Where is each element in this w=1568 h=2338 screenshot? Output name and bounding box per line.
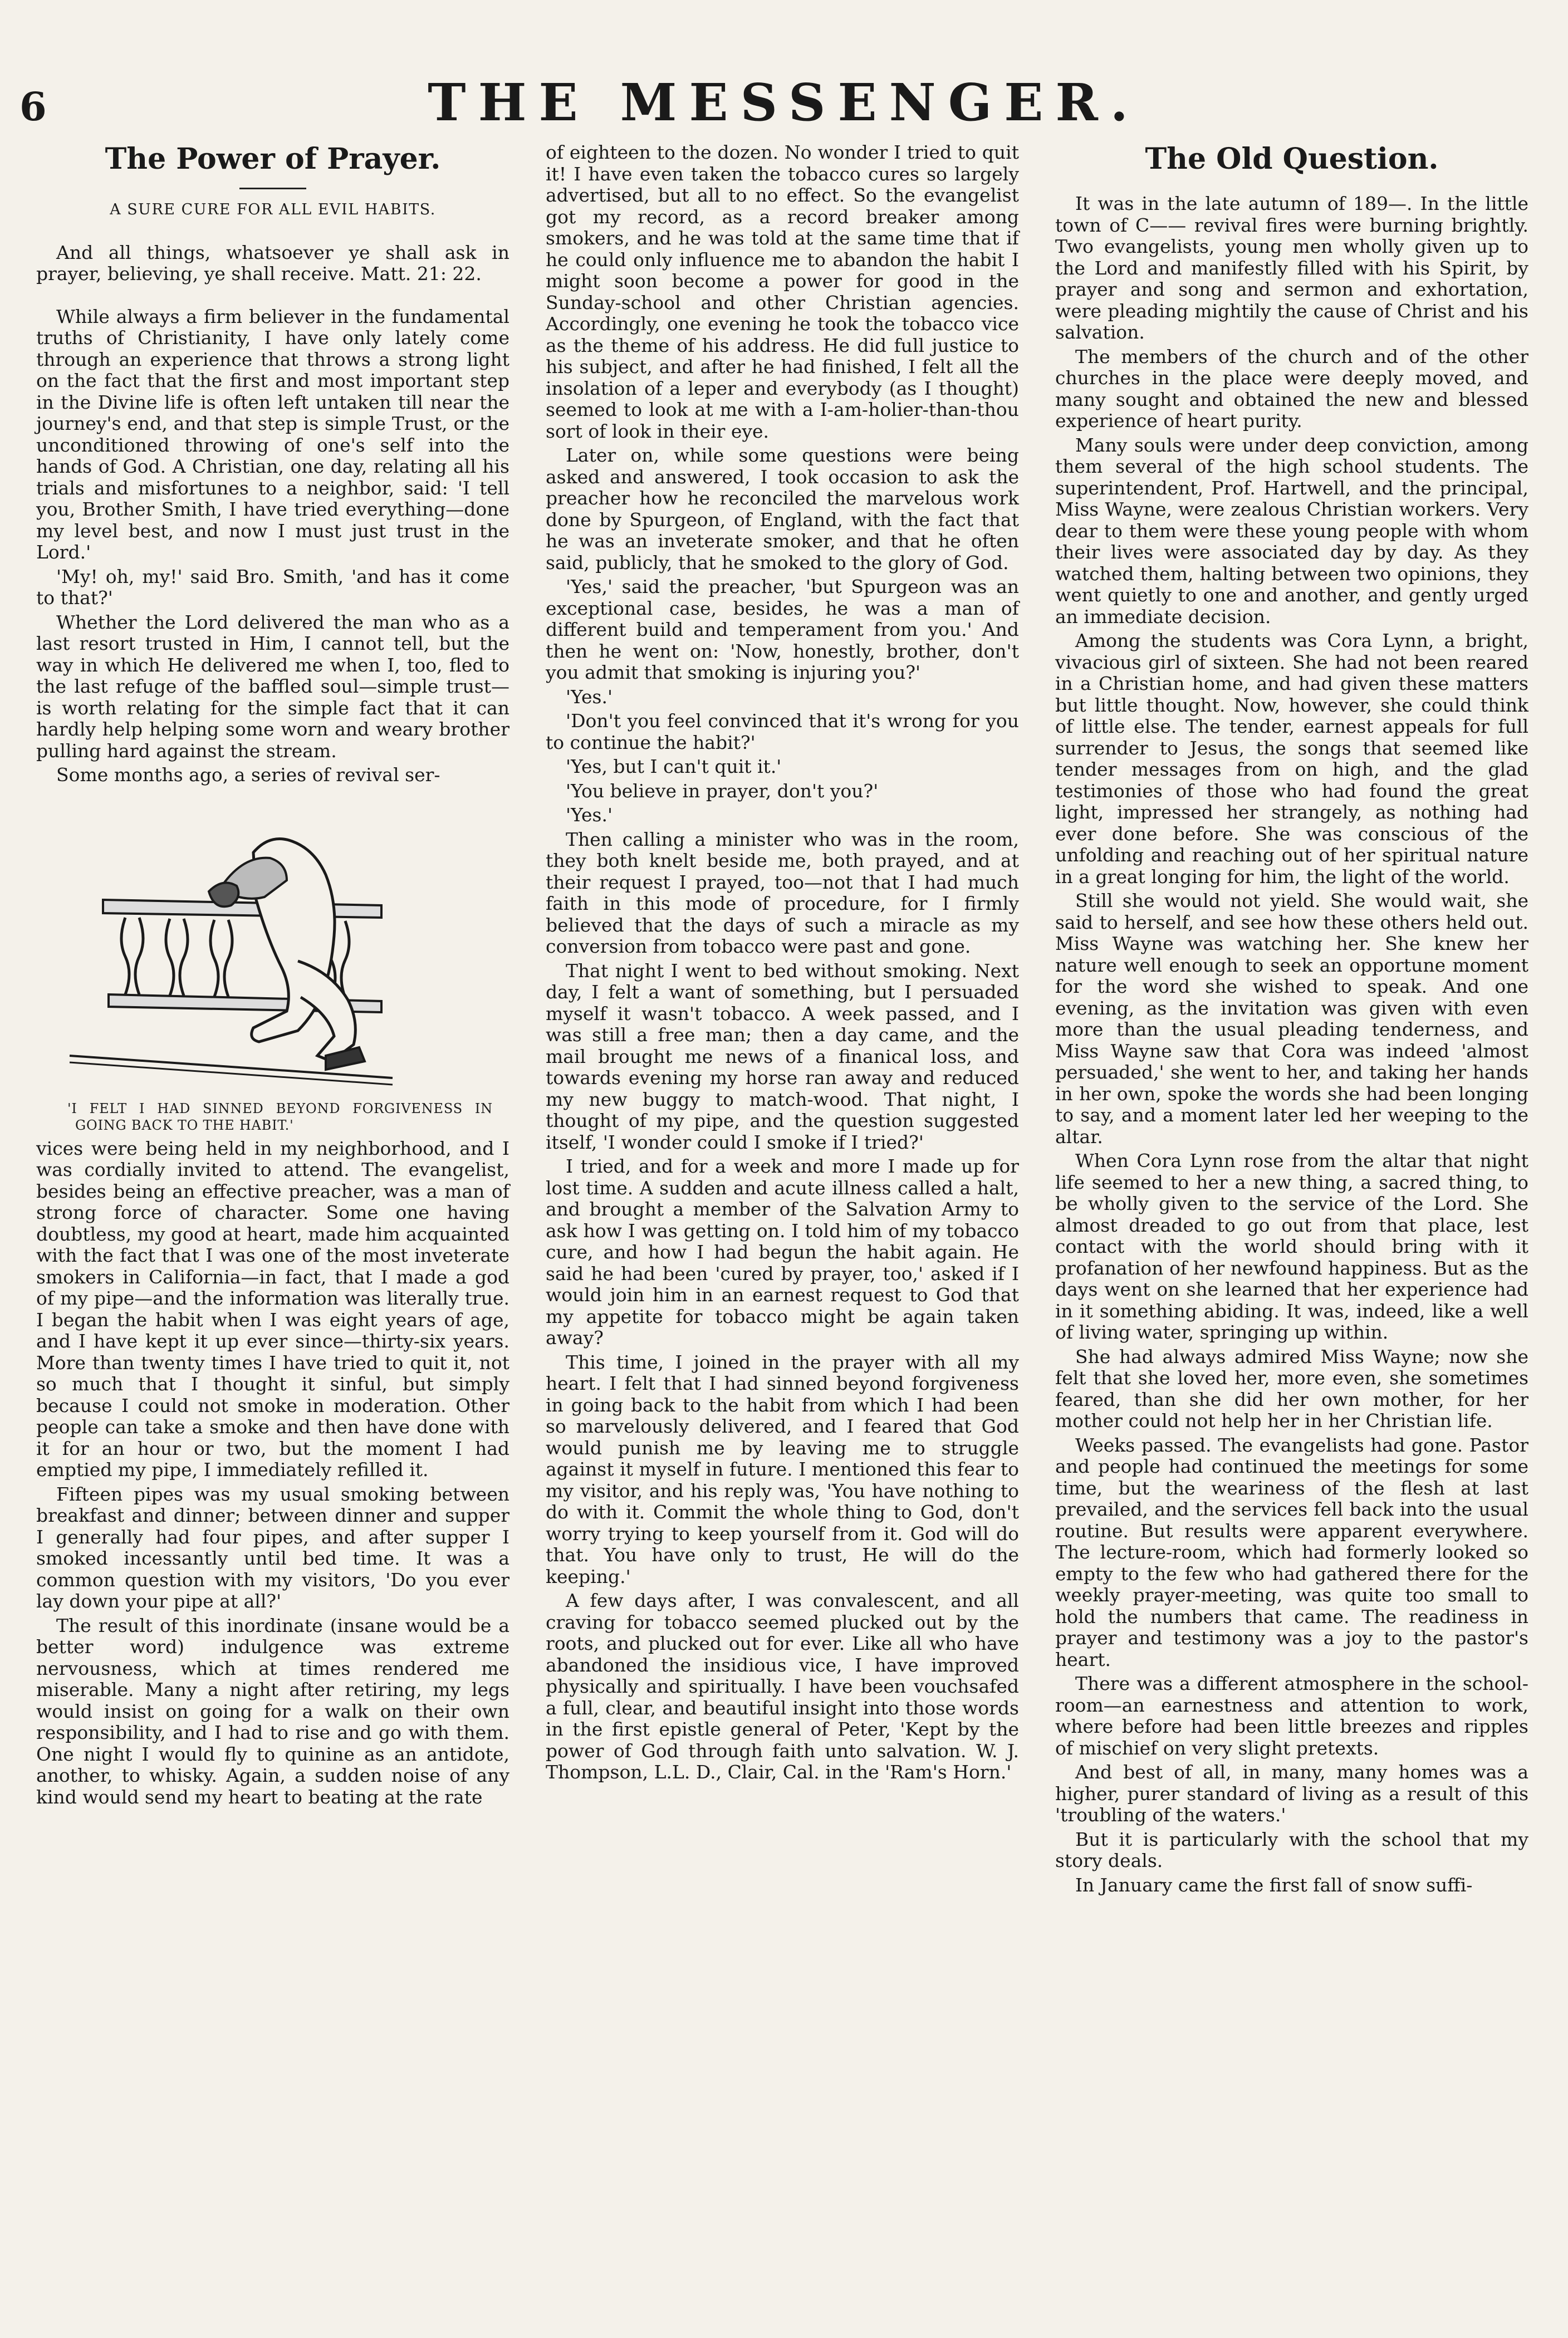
illustration-caption: 'I FELT I HAD SINNED BEYOND FORGIVENESS IN GOING BACK TO THE HABIT.' bbox=[67, 1100, 493, 1133]
paragraph: Among the students was Cora Lynn, a bright, vivacious girl of sixteen. She had not been reared in a Christian home, and had given these matters but little thought. Now, however, she could think of little else. The tender, earnest appeals for full surrender to Jesus, the songs that seemed like tender messages from on high, and the glad testimonies of those who had found the great light, impressed her strangely, as nothing had ever done before. She was conscious of the unfolding and reaching out of her spiritual nature in a great longing for him, the light of the world. bbox=[1055, 630, 1528, 888]
epigraph: And all things, whatsoever ye shall ask in prayer, believing, ye shall receive. Matt. 21: 22. bbox=[36, 241, 509, 285]
paragraph: In January came the first fall of snow suffi- bbox=[1075, 1874, 1473, 1896]
paragraph: She had always admired Miss Wayne; now she felt that she loved her, more even, she sometimes feared, than she did her own mother, for her mother could not help her in her Christian life. bbox=[1055, 1345, 1528, 1432]
paragraph: Later on, while some questions were being asked and answered, I took occasion to ask the preacher how he reconciled the marvelous work done by Spurgeon, of England, with the fact that he was an inveterate smoker, and that he often said, publicly, that he smoked to the glory of God. bbox=[546, 444, 1019, 574]
page-number: 6 bbox=[19, 84, 47, 130]
article-subtitle: A SURE CURE FOR ALL EVIL HABITS. bbox=[110, 201, 436, 218]
paragraph: Still she would not yield. She would wait, she said to herself, and see how these others held out. Miss Wayne was watching her. She knew her nature well enough to seek an opportune moment for the word she wished to speak. And one evening, as the invitation was given with even more than the usual pleading tenderness, and Miss Wayne saw that Cora was indeed 'almost persuaded,' she went to her, and taking her hands in her own, spoke the words she had been longing to say, and a moment later led her weeping to the altar. bbox=[1055, 890, 1528, 1148]
article-title-power-of-prayer: The Power of Prayer. bbox=[105, 142, 441, 176]
column-3 bbox=[1055, 142, 1528, 1899]
paragraph: Whether the Lord delivered the man who as a last resort trusted in Him, I cannot tell, but the way in which He delivered me when I, too, fled to the last refuge of the baffled soul—simple trust—is worth relating for the simple fact that it can hardly help helping some worn and weary brother pulling hard against the stream. bbox=[36, 611, 509, 762]
paragraph: 'My! oh, my!' said Bro. Smith, 'and has it come to that?' bbox=[36, 565, 509, 609]
paragraph: And best of all, in many, many homes was a higher, purer standard of living as a result of this 'troubling of the waters.' bbox=[1055, 1761, 1528, 1826]
paragraph: This time, I joined in the prayer with all my heart. I felt that I had sinned beyond forgiveness in going back to the habit from which I had been so marvelously delivered, and I feared that God would punish me by leaving me to struggle against it myself in future. I mentioned this fear to my visitor, and his reply was, 'You have nothing to do with it. Commit the whole thing to God, don't worry trying to keep yourself from it. God will do that. You have only to trust, He will do the keeping.' bbox=[546, 1351, 1019, 1587]
title-rule bbox=[239, 188, 306, 189]
paragraph: While always a firm believer in the fundamental truths of Christianity, I have only lately come through an experience that throws a strong light on the fact that the first and most important step in the Divine life is often left untaken till near the journey's end, and that step is simple Trust, or the unconditioned throwing of one's self into the hands of God. A Christian, one day, relating all his trials and misfortunes to a neighbor, said: 'I tell you, Brother Smith, I have tried everything—done my level best, and now I must just trust in the Lord.' bbox=[36, 305, 509, 563]
paragraph: But it is particularly with the school that my story deals. bbox=[1055, 1828, 1528, 1871]
paragraph: It was in the late autumn of 189—. In the little town of C—— revival fires were burning brightly. Two evangelists, young men wholly given up to the Lord and manifestly filled with his Spirit, by prayer and song and sermon and exhortation, were pleading mightily the cause of Christ and his salvation. bbox=[1055, 193, 1528, 343]
paragraph: 'Yes.' bbox=[566, 804, 613, 826]
paragraph: The result of this inordinate (insane would be a better word) indulgence was extreme nervousness, which at times rendered me miserable. Many a night after retiring, my legs would insist on going for a walk on their own responsibility, and I had to rise and go with them. One night I would fly to quinine as an antidote, another, to whisky. Again, a sudden noise of any kind would send my heart to beating at the rate bbox=[36, 1614, 509, 1808]
paragraph: The members of the church and of the other churches in the place were deeply moved, and many sought and obtained the new and blessed experience of heart purity. bbox=[1055, 345, 1528, 432]
paragraph: Many souls were under deep conviction, among them several of the high school students. The superintendent, Prof. Hartwell, and the principal, Miss Wayne, were zealous Christian workers. Very dear to them were these young people with whom their lives were associated day by day. As they watched them, halting between two opinions, they went quietly to one and another, and gently urged an immediate decision. bbox=[1055, 434, 1528, 628]
paragraph: 'Yes,' said the preacher, 'but Spurgeon was an exceptional case, besides, he was a man of different build and temperament from you.' And then he went on: 'Now, honestly, brother, don't you admit that smoking is injuring you?' bbox=[546, 576, 1019, 683]
paragraph: Some months ago, a series of revival ser- bbox=[56, 764, 440, 786]
paragraph: 'Don't you feel convinced that it's wrong for you to continue the habit?' bbox=[546, 710, 1019, 753]
paragraph: Weeks passed. The evangelists had gone. Pastor and people had continued the meetings for some time, but the weariness of the flesh at last prevailed, and the services fell back into the usual routine. But results were apparent everywhere. The lecture-room, which had formerly looked so empty to the few who had gathered there for the weekly prayer-meeting, was quite too small to hold the numbers that came. The readiness in prayer and testimony was a joy to the pastor's heart. bbox=[1055, 1434, 1528, 1670]
paragraph: of eighteen to the dozen. No wonder I tried to quit it! I have even taken the tobacco cures so largely advertised, but all to no effect. So the evangelist got my record, as a record breaker among smokers, and he was told at the same time that if he could only influence me to abandon the habit I might soon become a power for good in the Sunday-school and other Christian agencies. Accordingly, one evening he took the tobacco vice as the theme of his address. He did full justice to his subject, and after he had finished, I felt all the insolation of a leper and everybody (as I thought) seemed to look at me with a I-am-holier-than-thou sort of look in their eye. bbox=[546, 141, 1019, 442]
kneeling-man-drawing bbox=[36, 794, 509, 1095]
masthead bbox=[189, 72, 1379, 139]
paragraph: 'Yes, but I can't quit it.' bbox=[566, 756, 782, 777]
paragraph: Then calling a minister who was in the room, they both knelt beside me, both prayed, and at their request I prayed, too—not that I had much faith in this mode of procedure, for I firmly believed that the days of such a miracle as my conversion from tobacco were past and gone. bbox=[546, 828, 1019, 957]
column-2 bbox=[546, 142, 1019, 1786]
paragraph: When Cora Lynn rose from the altar that night life seemed to her a new thing, a sacred thing, to be wholly given to the service of the Lord. She almost dreaded to go out from that place, lest contact with the world should bring with it profanation of her newfound happiness. But as the days went on she learned that her experience had in it something abiding. It was, indeed, like a well of living water, springing up within. bbox=[1055, 1150, 1528, 1343]
paragraph: There was a different atmosphere in the school-room—an earnestness and attention to work, where before had been little breezes and ripples of mischief on very slight pretexts. bbox=[1055, 1673, 1528, 1759]
article-title-old-question: The Old Question. bbox=[1145, 142, 1439, 176]
illustration-kneeling-man bbox=[36, 794, 509, 1095]
paragraph: I tried, and for a week and more I made up for lost time. A sudden and acute illness called a halt, and brought a member of the Salvation Army to ask how I was getting on. I told him of my tobacco cure, and how I had begun the habit again. He said he had been 'cured by prayer, too,' asked if I would join him in an earnest request to God that my appetite for tobacco might be again taken away? bbox=[546, 1155, 1019, 1349]
masthead-title: THE MESSENGER. bbox=[428, 72, 1140, 133]
paragraph: Fifteen pipes was my usual smoking between breakfast and dinner; between dinner and supper I generally had four pipes, and after supper I smoked incessantly until bed time. It was a common question with my visitors, 'Do you ever lay down your pipe at all?' bbox=[36, 1483, 509, 1612]
column-1 bbox=[36, 142, 509, 1811]
paragraph: That night I went to bed without smoking. Next day, I felt a want of something, but I persuaded myself it wasn't tobacco. A week passed, and I was still a free man; then a day came, and the mail brought me news of a finanical loss, and towards evening my horse ran away and reduced my new buggy to match-wood. That night, I thought of my pipe, and the question suggested itself, 'I wonder could I smoke if I tried?' bbox=[546, 959, 1019, 1153]
paragraph: 'Yes.' bbox=[566, 685, 613, 708]
paragraph: vices were being held in my neighborhood, and I was cordially invited to attend. The evangelist, besides being an effective preacher, was a man of strong force of character. Some one having doubtless, my good at heart, made him acquainted with the fact that I was one of the most inveterate smokers in California—in fact, that I made a god of my pipe—and the information was literally true. I began the habit when I was eight years of age, and I have kept it up ever since—thirty-six years. More than twenty times I have tried to quit it, not so much that I thought it sinful, but simply because I could not smoke in moderation. Other people can take a smoke and then have done with it for an hour or two, but the moment I had emptied my pipe, I immediately refilled it. bbox=[36, 1137, 509, 1481]
paragraph: 'You believe in prayer, don't you?' bbox=[566, 780, 879, 802]
paragraph: A few days after, I was convalescent, and all craving for tobacco seemed plucked out by the roots, and plucked out for ever. Like all who have abandoned the insidious vice, I have improved physically and spiritually. I have been vouchsafed a full, clear, and beautiful insight into those words in the first epistle general of Peter, 'Kept by the power of God through faith unto salvation. W. J. Thompson, L.L. D., Clair, Cal. in the 'Ram's Horn.' bbox=[546, 1590, 1019, 1783]
